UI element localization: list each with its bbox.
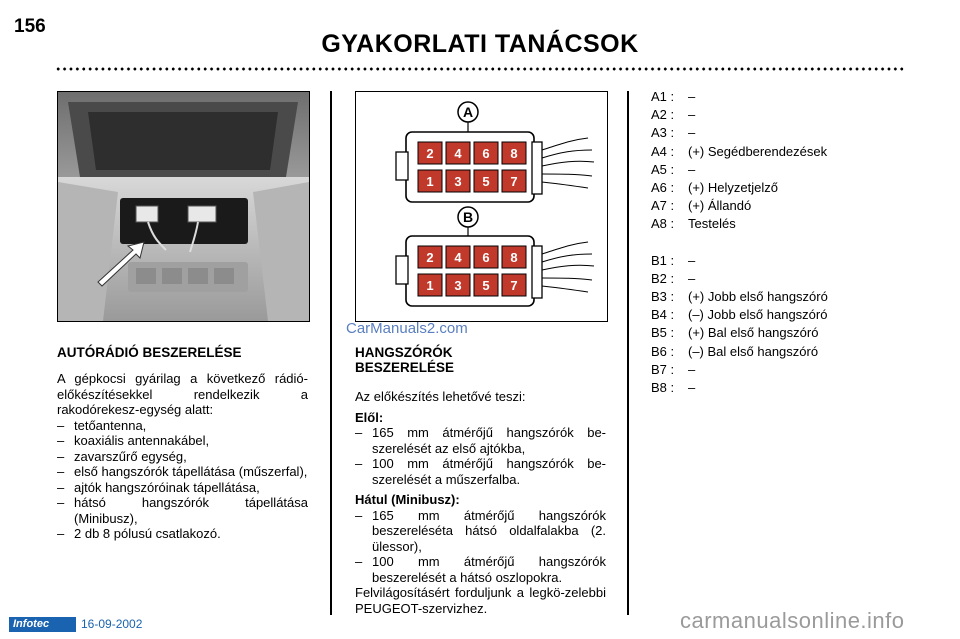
pin-row xyxy=(651,288,828,306)
list-item: – 165 mm átmérőjű hangszórók beszereléséta hátsó oldalfalakba (2. ülessor), xyxy=(355,508,606,555)
pin-row xyxy=(651,379,828,397)
pin-key: A8 : xyxy=(651,216,675,232)
pin-table-a xyxy=(651,88,828,234)
pin-value: – xyxy=(688,107,696,123)
pin-value: (+) Állandó xyxy=(688,198,752,214)
pin-key: A5 : xyxy=(651,161,675,177)
pin-row xyxy=(651,197,828,215)
radio-intro: A gépkocsi gyárilag a következő rádió-előkészítésekkel rendelkezik a rakodórekesz-egység alatt: xyxy=(57,371,308,417)
pin-value: (+) Jobb első hangszóró xyxy=(688,289,828,305)
pin-key: B4 : xyxy=(651,307,675,323)
pin-value: – xyxy=(688,161,696,177)
page-number: 156 xyxy=(14,16,46,37)
section-heading-speakers-1: HANGSZÓRÓK xyxy=(355,345,453,360)
speakers-intro: Az előkészítés lehetővé teszi: xyxy=(355,389,526,404)
pin-number: 3 xyxy=(454,278,462,293)
pin-table-b xyxy=(651,252,828,398)
pin-row xyxy=(651,252,828,270)
pin-row xyxy=(651,270,828,288)
dashboard-illustration xyxy=(58,92,309,321)
pin-key: A4 : xyxy=(651,143,675,159)
list-item: – ajtók hangszóróinak tápellátása, xyxy=(57,480,308,496)
page-title: GYAKORLATI TANÁCSOK xyxy=(321,30,639,58)
left-column xyxy=(57,345,308,542)
pin-row xyxy=(651,215,828,233)
pin-row xyxy=(651,179,828,197)
pin-key: B5 : xyxy=(651,325,675,341)
list-item: – 2 db 8 pólusú csatlakozó. xyxy=(57,526,308,542)
pin-key: B7 : xyxy=(651,361,675,377)
radio-feature-list xyxy=(57,418,308,542)
list-item: – 100 mm átmérőjű hangszórók beszerelését a hátsó oszlopokra. xyxy=(355,554,606,585)
pin-number: 8 xyxy=(510,146,518,161)
pin-assignment-table xyxy=(651,88,828,397)
pin-number: 2 xyxy=(426,146,434,161)
column-divider-left xyxy=(330,91,332,615)
pin-value: (+) Helyzetjelző xyxy=(688,179,778,195)
list-item: – 100 mm átmérőjű hangszórók be-szerelését a műszerfalba. xyxy=(355,456,606,487)
pin-number: 5 xyxy=(482,174,490,189)
rear-speaker-list xyxy=(355,508,606,586)
pin-row xyxy=(651,106,828,124)
pin-number: 5 xyxy=(482,278,490,293)
pin-key: A2 : xyxy=(651,107,675,123)
pin-value: – xyxy=(688,252,696,268)
pin-row xyxy=(651,161,828,179)
footer-date: 16-09-2002 xyxy=(81,617,143,631)
pin-key: B3 : xyxy=(651,289,675,305)
section-heading-radio: AUTÓRÁDIÓ BESZERELÉSE xyxy=(57,345,242,360)
pin-number: 6 xyxy=(482,146,490,161)
dashboard-photo xyxy=(57,91,310,322)
pin-value: (–) Bal első hangszóró xyxy=(688,343,819,359)
pin-number: 1 xyxy=(426,278,434,293)
dotted-divider xyxy=(55,66,905,72)
connector-a-label: A xyxy=(462,104,474,120)
pin-row xyxy=(651,343,828,361)
pin-row xyxy=(651,361,828,379)
pin-key: B1 : xyxy=(651,252,675,268)
pin-number: 7 xyxy=(510,174,518,189)
speakers-outro: Felvilágosításért forduljunk a legkö-zelebbi PEUGEOT-szervizhez. xyxy=(355,585,606,616)
pin-key: B2 : xyxy=(651,270,675,286)
pin-key: B8 : xyxy=(651,380,675,395)
pin-row xyxy=(651,124,828,142)
connector-diagram xyxy=(355,91,608,322)
column-divider-right xyxy=(627,91,629,615)
pin-row xyxy=(651,88,828,106)
pin-number: 7 xyxy=(510,278,518,293)
footer-logo: Infotec xyxy=(9,617,76,632)
pin-row xyxy=(651,324,828,342)
rear-label: Hátul (Minibusz): xyxy=(355,492,460,507)
pin-number: 6 xyxy=(482,250,490,265)
pin-value: (–) Jobb első hangszóró xyxy=(688,307,828,323)
list-item: – tetőantenna, xyxy=(57,418,308,434)
pin-value: – xyxy=(688,89,696,104)
pin-key: A7 : xyxy=(651,198,675,214)
pin-row xyxy=(651,306,828,324)
pin-value: (+) Segédberendezések xyxy=(688,143,828,159)
pin-value: – xyxy=(688,361,696,377)
pin-key: B6 : xyxy=(651,343,675,359)
pin-key: A6 : xyxy=(651,179,675,195)
connector-illustration xyxy=(356,92,607,321)
pin-value: (+) Bal első hangszóró xyxy=(688,325,819,341)
section-heading-speakers-2: BESZERELÉSE xyxy=(355,360,455,375)
pin-number: 4 xyxy=(454,250,462,265)
list-item: – zavarszűrő egység, xyxy=(57,449,308,465)
pin-number: 1 xyxy=(426,174,434,189)
list-item: – hátsó hangszórók tápellátása (Minibusz), xyxy=(57,495,308,526)
front-speaker-list xyxy=(355,425,606,487)
pin-value: – xyxy=(688,380,696,395)
pin-number: 3 xyxy=(454,174,462,189)
pin-number: 4 xyxy=(454,146,462,161)
pin-table-gap xyxy=(651,234,828,252)
pin-value: – xyxy=(688,125,696,141)
list-item: – koaxiális antennakábel, xyxy=(57,433,308,449)
middle-column xyxy=(355,345,606,616)
pin-value: – xyxy=(688,270,696,286)
list-item: – 165 mm átmérőjű hangszórók be-szerelését az első ajtókba, xyxy=(355,425,606,456)
front-label: Elől: xyxy=(355,409,384,425)
pin-key: A3 : xyxy=(651,125,675,141)
pin-key: A1 : xyxy=(651,89,675,104)
pin-number: 2 xyxy=(426,250,434,265)
list-item: – első hangszórók tápellátása (műszerfal), xyxy=(57,464,308,480)
pin-number: 8 xyxy=(510,250,518,265)
connector-b-label: B xyxy=(462,209,474,225)
footer-site: carmanualsonline.info xyxy=(680,608,905,633)
pin-row xyxy=(651,143,828,161)
pin-value: Testelés xyxy=(688,216,736,232)
watermark: CarManuals2.com xyxy=(346,320,468,337)
